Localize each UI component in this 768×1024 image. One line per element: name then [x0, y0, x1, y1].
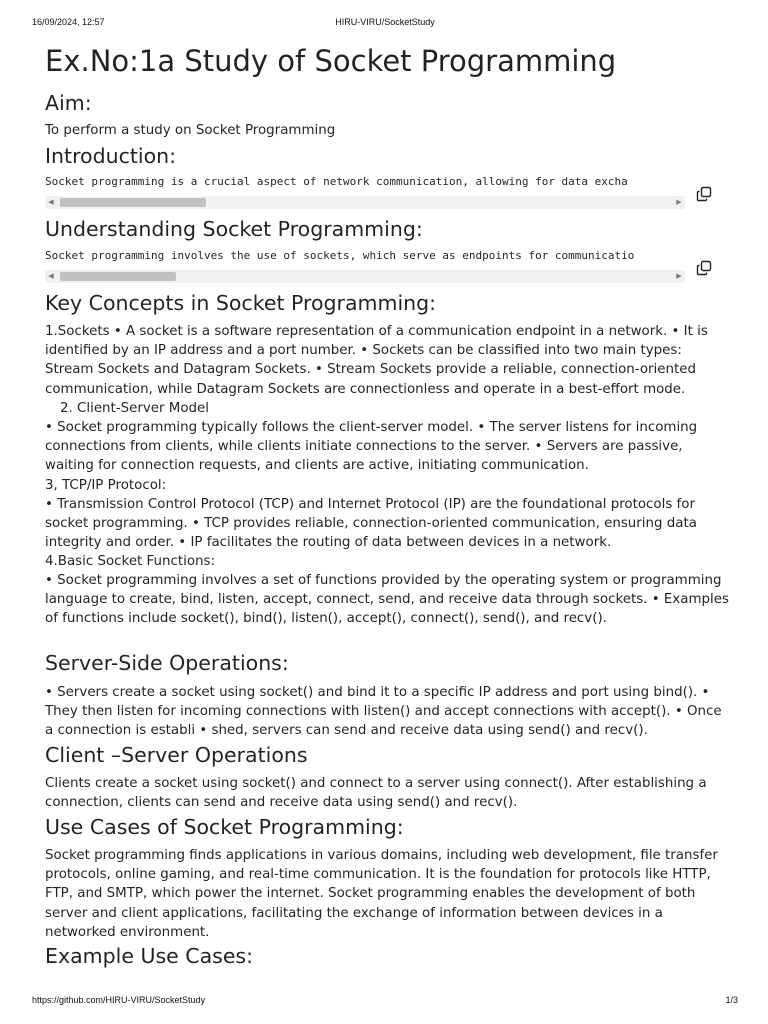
key-concepts-heading: Key Concepts in Socket Programming: [45, 291, 437, 315]
basic-socket-functions-label: 4.Basic Socket Functions: [45, 554, 216, 569]
introduction-code-block [45, 174, 685, 209]
understanding-code-block [45, 248, 685, 283]
print-page-number: 1/3 [725, 995, 738, 1005]
understanding-code-line: Socket programming involves the use of sockets, which serve as endpoints for communicatio [45, 249, 635, 262]
aim-text: To perform a study on Socket Programming [45, 123, 336, 138]
page-title: Ex.No:1a Study of Socket Programming [45, 44, 617, 78]
scroll-left-arrow-icon[interactable]: ◀ [48, 198, 54, 206]
key-concepts-paragraph-4: • Socket programming involves a set of functions provided by the operating system or programming language to create, bind, listen, accept, connect, send, and receive data through sockets. • Examples of functions include socket(), bind(), listen(), accept(), connect(), send(), and recv(). [45, 573, 729, 627]
scroll-left-arrow-icon[interactable]: ◀ [48, 272, 54, 280]
print-url: https://github.com/HIRU-VIRU/SocketStudy [32, 995, 206, 1005]
client-server-model-label: 2. Client-Server Model [60, 401, 210, 416]
use-cases-heading: Use Cases of Socket Programming: [45, 815, 404, 839]
use-cases-text: Socket programming finds applications in various domains, including web development, file transfer protocols, online gaming, and real-time communication. It is the foundation for protocols like HTTP, FTP, and SMTP, which power the internet. Socket programming enables the development of both server and client applications, facilitating the exchange of information between devices in a networked environment. [45, 848, 718, 940]
print-header [32, 17, 738, 27]
print-datetime: 16/09/2024, 12:57 [32, 17, 105, 27]
print-page-title: HIRU-VIRU/SocketStudy [335, 17, 435, 27]
print-footer [32, 995, 738, 1005]
aim-heading: Aim: [45, 91, 92, 115]
understanding-scrollbar[interactable] [45, 270, 685, 283]
example-use-cases-heading: Example Use Cases: [45, 944, 254, 968]
copy-icon[interactable] [696, 260, 712, 276]
key-concepts-paragraph-1: 1.Sockets • A socket is a software representation of a communication endpoint in a network. • It is identified by an IP address and a port number. • Sockets can be classified into two main types: Stream Sockets and Datagram Sockets. • Stream Sockets provide a reliable, connection-oriented communication, while Datagram Sockets are connectionless and operate in a best-effort mode. [45, 324, 708, 397]
introduction-code-line: Socket programming is a crucial aspect of network communication, allowing for data excha [45, 175, 628, 188]
introduction-heading: Introduction: [45, 144, 177, 168]
client-server-text: Clients create a socket using socket() and connect to a server using connect(). After establishing a connection, clients can send and receive data using send() and recv(). [45, 776, 707, 811]
key-concepts-paragraph-2: • Socket programming typically follows the client-server model. • The server listens for incoming connections from clients, while clients initiate connections to the server. • Servers are passive, waiting for connection requests, and clients are active, initiating communication. [45, 420, 698, 474]
scroll-right-arrow-icon[interactable]: ▶ [676, 198, 682, 206]
copy-icon[interactable] [696, 186, 712, 202]
tcp-ip-label: 3, TCP/IP Protocol: [45, 478, 167, 493]
introduction-scrollbar[interactable] [45, 196, 685, 209]
scrollbar-thumb[interactable] [60, 198, 206, 207]
server-side-heading: Server-Side Operations: [45, 651, 289, 675]
scrollbar-thumb[interactable] [60, 272, 176, 281]
client-server-heading: Client –Server Operations [45, 743, 308, 767]
scroll-right-arrow-icon[interactable]: ▶ [676, 272, 682, 280]
server-side-text: • Servers create a socket using socket() and bind it to a specific IP address and port using bind(). • They then listen for incoming connections with listen() and accept connections with accept(). • Once a connection is establi • shed, servers can send and receive data using send() and recv(). [45, 685, 722, 739]
key-concepts-paragraph-3: • Transmission Control Protocol (TCP) and Internet Protocol (IP) are the foundational protocols for socket programming. • TCP provides reliable, connection-oriented communication, ensuring data integrity and order. • IP facilitates the routing of data between devices in a network. [45, 497, 697, 551]
understanding-heading: Understanding Socket Programming: [45, 217, 423, 241]
